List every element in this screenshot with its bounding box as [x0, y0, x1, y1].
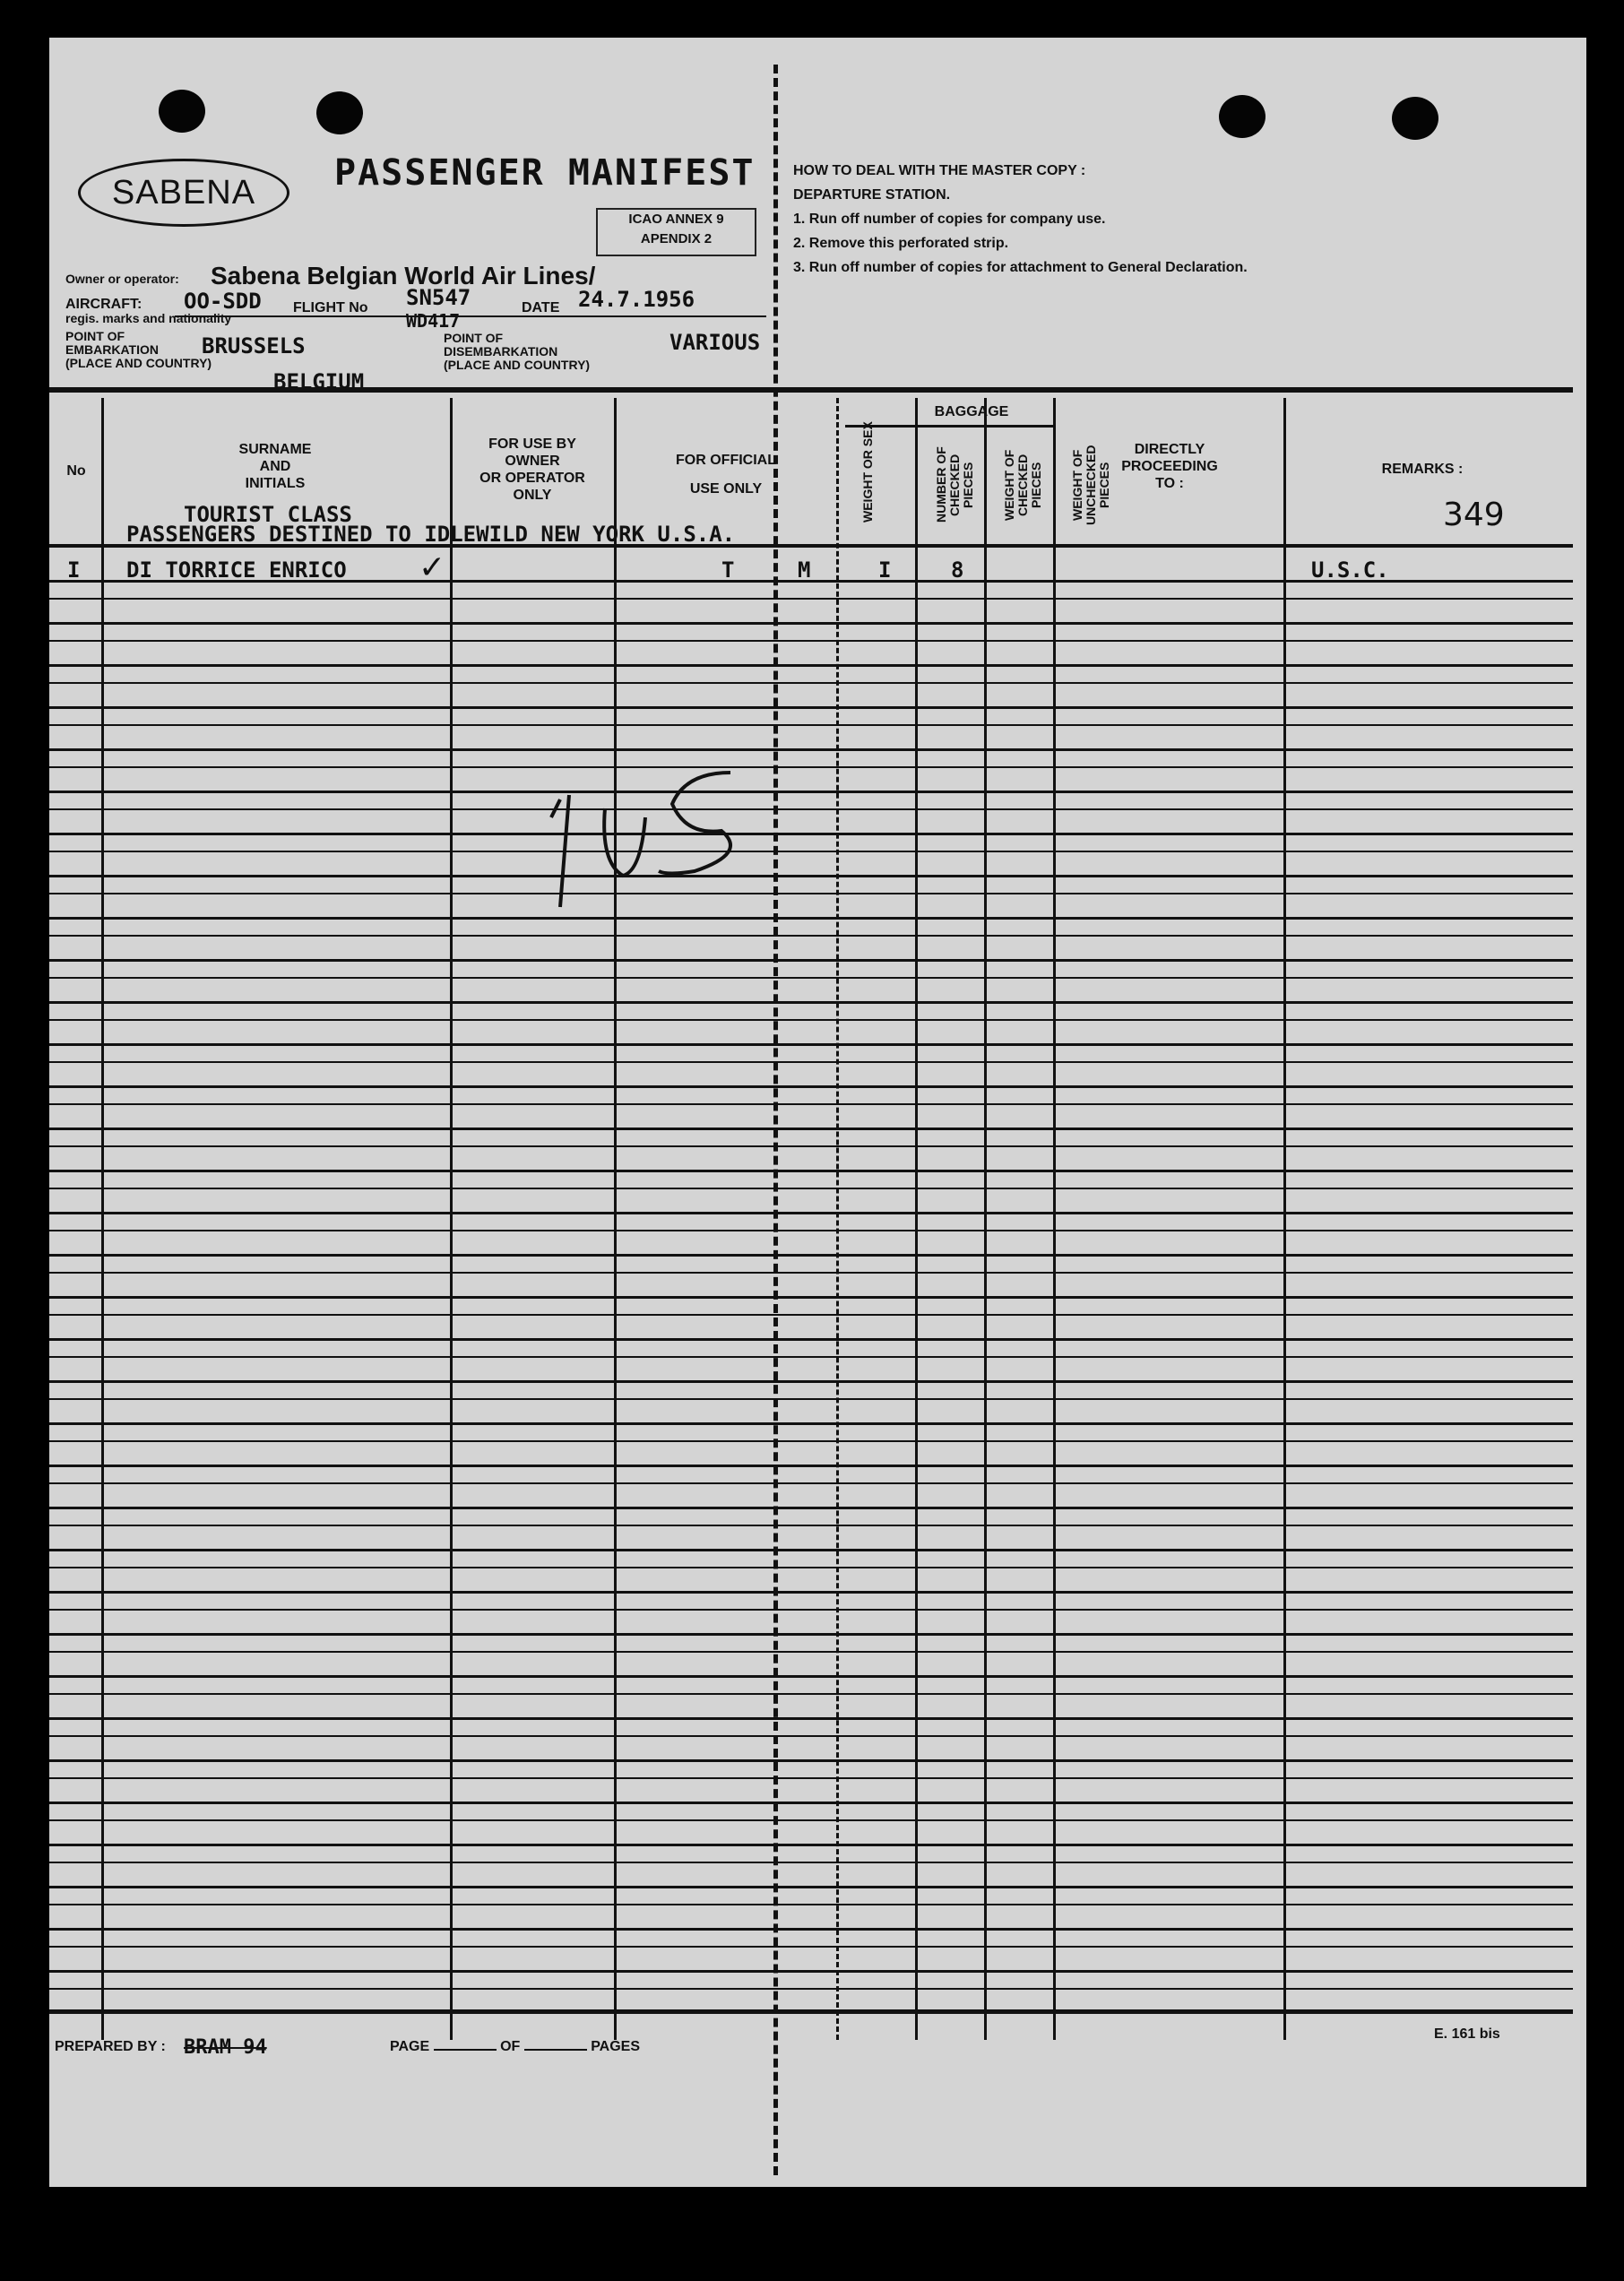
table-row [49, 1886, 1573, 1888]
table-row [49, 1296, 1573, 1299]
col-header-surname: SURNAME AND INITIALS [238, 442, 312, 491]
sabena-logo: SABENA [78, 159, 289, 227]
table-row-rule [49, 766, 1573, 768]
punch-hole-2 [316, 91, 363, 134]
flight-value-2: WD417 [406, 310, 461, 332]
row-1-pieces: I [878, 557, 892, 583]
table-row [49, 1970, 1573, 1973]
punch-hole-3 [1219, 95, 1266, 138]
table-row [49, 1338, 1573, 1341]
col-header-official: FOR OFFICIAL USE ONLY [676, 453, 776, 497]
table-row-rule [49, 808, 1573, 810]
table-row-rule [49, 1314, 1573, 1316]
table-row [49, 791, 1573, 793]
disembark-value: VARIOUS [669, 330, 761, 355]
date-value: 24.7.1956 [578, 287, 695, 312]
table-row [49, 1928, 1573, 1931]
table-row-rule [49, 1819, 1573, 1821]
table-row-rule [49, 1777, 1573, 1779]
table-row-rule [49, 1061, 1573, 1063]
embark-value-2: BELGIUM [273, 369, 365, 394]
col-line-8 [1283, 398, 1286, 2040]
table-row [49, 1380, 1573, 1383]
table-row-rule [49, 1103, 1573, 1105]
remarks-number: 349 [1443, 497, 1505, 533]
table-row-rule [49, 1145, 1573, 1147]
col-header-num-checked: NUMBER OF CHECKED PIECES [934, 446, 975, 523]
table-row-rule [49, 935, 1573, 937]
table-row-rule [49, 1525, 1573, 1526]
table-row-rule [49, 1651, 1573, 1653]
row-1-remarks: U.S.C. [1311, 557, 1389, 583]
table-row-rule [49, 1988, 1573, 1990]
table-row [49, 1128, 1573, 1130]
table-row [49, 1675, 1573, 1678]
table-row [49, 1717, 1573, 1720]
table-row [49, 1801, 1573, 1804]
table-row-rule [49, 1609, 1573, 1611]
table-row [49, 1633, 1573, 1636]
table-row [49, 833, 1573, 835]
table-row-rule [49, 724, 1573, 726]
table-row-rule [49, 1946, 1573, 1948]
embark-value: BRUSSELS [202, 333, 306, 359]
class-line: TOURIST CLASS [184, 502, 352, 527]
table-row [49, 1507, 1573, 1509]
table-row-rule [49, 1567, 1573, 1568]
table-row-rule [49, 1019, 1573, 1021]
master-copy-instructions: HOW TO DEAL WITH THE MASTER COPY : DEPARTURE STATION. 1. Run off number of copies for company use. 2. Remove this perforated strip. 3. Run off number of copies for attachment to General Declaration. [793, 163, 1248, 275]
table-row-rule [49, 1482, 1573, 1484]
row-1-name: DI TORRICE ENRICO [126, 557, 347, 583]
date-label: DATE [522, 300, 560, 315]
col-line-5 [915, 398, 918, 2040]
icao-annex-box: ICAO ANNEX 9 APENDIX 2 [596, 208, 756, 256]
table-row [49, 1591, 1573, 1594]
table-row [49, 622, 1573, 625]
form-code: E. 161 bis [1434, 2026, 1500, 2042]
table-row [49, 1844, 1573, 1846]
table-row-rule [49, 1862, 1573, 1863]
table-row [49, 1001, 1573, 1004]
col-header-remarks: REMARKS : [1381, 462, 1464, 477]
disembark-label: POINT OF DISEMBARKATION (PLACE AND COUNTRY) [444, 331, 591, 372]
col-header-weight-sex: WEIGHT OR SEX [860, 421, 875, 523]
prepared-value: BRAM 94 [184, 2036, 267, 2059]
table-row [49, 664, 1573, 667]
table-row-rule [49, 1398, 1573, 1400]
table-row [49, 1465, 1573, 1467]
col-header-proceeding: DIRECTLY PROCEEDING TO : [1121, 442, 1218, 491]
row-1-official: T [721, 557, 735, 583]
aircraft-label: AIRCRAFT: [65, 297, 143, 312]
table-row [49, 959, 1573, 962]
table-row [49, 1422, 1573, 1425]
table-row-rule [49, 1230, 1573, 1231]
table-row-rule [49, 977, 1573, 979]
flight-label: FLIGHT No [293, 300, 368, 315]
col-header-baggage: BAGGAGE [934, 404, 1009, 419]
row-1-sex: M [798, 557, 811, 583]
table-row-rule [49, 598, 1573, 600]
table-row-rule [49, 1440, 1573, 1442]
table-row-rule [49, 1356, 1573, 1358]
punch-hole-1 [159, 90, 205, 133]
table-row [49, 580, 1573, 583]
table-row [49, 706, 1573, 709]
perforation-line [773, 65, 778, 2175]
aircraft-value: OO-SDD [184, 289, 262, 314]
punch-hole-4 [1392, 97, 1438, 140]
table-row-rule [49, 1188, 1573, 1189]
flight-value: SN547 [406, 285, 471, 310]
table-row-rule [49, 682, 1573, 684]
page-label: PAGE OF PAGES [390, 2039, 641, 2054]
aircraft-sub: regis. marks and nationality [65, 311, 232, 325]
header-underline [175, 315, 766, 317]
table-top-border [49, 387, 1573, 393]
table-row [49, 875, 1573, 877]
col-header-weight-unchecked: WEIGHT OF UNCHECKED PIECES [1070, 445, 1111, 525]
col-line-2 [450, 398, 453, 2040]
col-line-4 [836, 398, 839, 2040]
table-row-rule [49, 851, 1573, 852]
table-row [49, 1254, 1573, 1257]
row-1-check-mark: ✓ [419, 549, 446, 585]
operator-value: Sabena Belgian World Air Lines/ [211, 262, 596, 289]
table-row [49, 1759, 1573, 1762]
footer-top-line [49, 2009, 1573, 2014]
col-header-no: No [66, 463, 86, 479]
table-row [49, 1085, 1573, 1088]
page-title: PASSENGER MANIFEST [334, 152, 756, 194]
row-1-weight: 8 [951, 557, 964, 583]
handwritten-mark [533, 719, 802, 925]
table-row [49, 1212, 1573, 1214]
table-row-rule [49, 1272, 1573, 1274]
table-row-rule [49, 1693, 1573, 1695]
prepared-label: PREPARED BY : [55, 2039, 166, 2054]
baggage-header-line [845, 425, 1055, 428]
manifest-sheet [49, 38, 1586, 2187]
table-row [49, 1043, 1573, 1046]
col-line-6 [984, 398, 987, 2040]
operator-label: Owner or operator: [65, 272, 179, 286]
table-row [49, 748, 1573, 751]
destination-line: PASSENGERS DESTINED TO IDLEWILD NEW YORK U.S.A. [126, 522, 736, 547]
row-1-no: I [67, 557, 81, 583]
table-row [49, 1549, 1573, 1551]
col-line-7 [1053, 398, 1056, 2040]
table-row-rule [49, 1904, 1573, 1905]
col-header-weight-checked: WEIGHT OF CHECKED PIECES [1002, 449, 1043, 521]
col-line-1 [101, 398, 104, 2040]
col-line-3 [614, 398, 617, 2040]
table-row-rule [49, 1735, 1573, 1737]
table-row [49, 1170, 1573, 1172]
col-header-owner: FOR USE BY OWNER OR OPERATOR ONLY [479, 436, 585, 503]
table-row-rule [49, 893, 1573, 894]
table-row-rule [49, 640, 1573, 642]
table-row [49, 917, 1573, 920]
embark-label: POINT OF EMBARKATION (PLACE AND COUNTRY) [65, 329, 212, 370]
